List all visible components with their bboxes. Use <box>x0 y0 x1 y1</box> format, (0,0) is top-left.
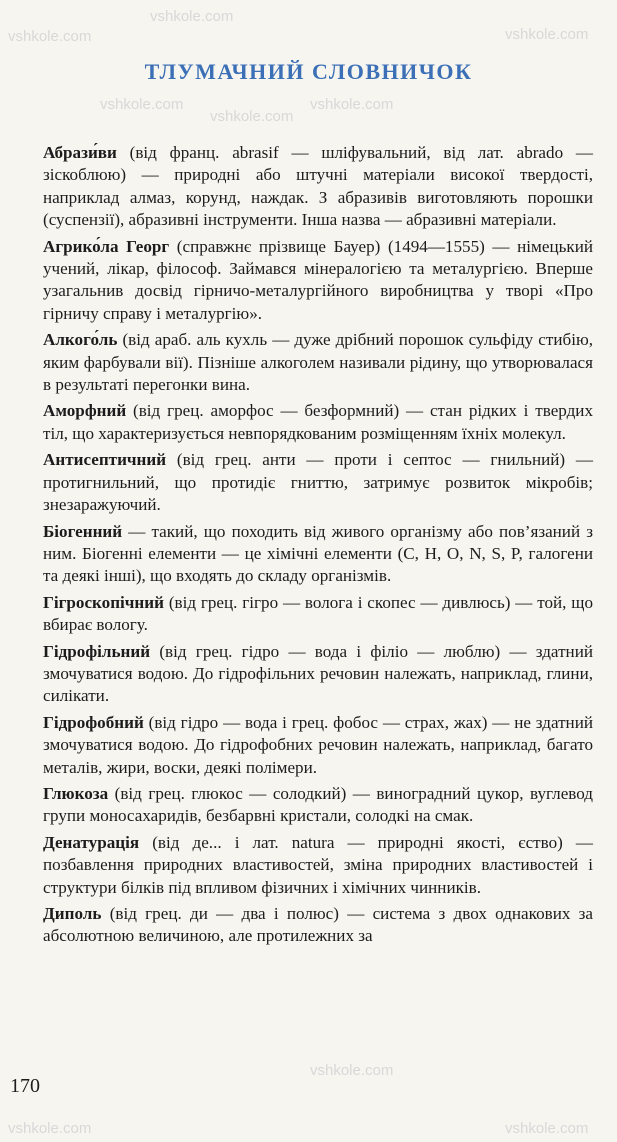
glossary-definition: (від грец. гігро — волога і скопес — дивлюсь) — той, що вбирає вологу. <box>43 592 593 635</box>
glossary-term: Глюкоза <box>43 783 109 803</box>
glossary-term: Аморфний <box>43 401 127 421</box>
glossary-definition: — такий, що походить від живого організму або пов’язаний з ним. Біогенні елементи — це хімічні елементи (C, H, O, N, S, P, галогени та деякі інші), що входять до складу організмів. <box>43 521 593 586</box>
glossary-term: Диполь <box>43 904 102 923</box>
glossary-term: Агрико́ла Георг <box>43 236 170 256</box>
page-number: 170 <box>10 1075 40 1097</box>
glossary-entry <box>43 592 593 637</box>
watermark: vshkole.com <box>505 1120 589 1137</box>
glossary-entry <box>43 142 593 232</box>
glossary-term: Абрази́ви <box>43 143 117 162</box>
glossary-term: Гідрофільний <box>43 641 151 661</box>
glossary-term: Денатурація <box>43 832 140 852</box>
glossary-entry <box>43 903 593 948</box>
glossary-definition: (від араб. аль кухль — дуже дрібний порошок сульфіду стибію, яким фарбували вії). Пізніше алкоголем називали рідину, що утворювалася в результаті перегонки вина. <box>43 330 593 395</box>
watermark: vshkole.com <box>505 26 589 43</box>
glossary-term: Алкого́ль <box>43 330 118 350</box>
glossary-entry <box>43 641 593 708</box>
glossary-term: Гігроскопічний <box>43 592 164 612</box>
glossary-definition: (від грец. аморфос — безформний) — стан рідких і твердих тіл, що характеризується невпорядкованим розміщенням їхніх молекул. <box>43 401 593 443</box>
glossary-term: Антисептичний <box>43 450 167 470</box>
glossary-entry <box>43 521 593 588</box>
glossary-definition: (від грец. гідро — вода і філіо — люблю) — здатний змочуватися водою. До гідрофільних речовин належать, наприклад, глини, силікати. <box>43 641 593 706</box>
glossary-entry <box>43 832 593 899</box>
glossary <box>43 142 593 952</box>
glossary-entry <box>43 236 593 326</box>
watermark: vshkole.com <box>100 96 184 113</box>
watermark: vshkole.com <box>310 1062 394 1079</box>
glossary-entry <box>43 449 593 516</box>
glossary-definition: (від франц. abrasif — шліфувальний, від лат. abrado — зіскоблюю) — природні або штучні матеріали високої твердості, наприклад алмаз, корунд, наждак. З абразивів виготовляють порошки (суспензії), абразивні інструменти. Інша назва — абразивні матеріали. <box>43 143 593 230</box>
watermark: vshkole.com <box>8 1120 92 1137</box>
watermark: vshkole.com <box>310 96 394 113</box>
glossary-term: Гідрофобний <box>43 712 144 732</box>
glossary-definition: (від грец. ди — два і полюс) — система з двох однакових за абсолютною величиною, але протилежних за <box>43 904 593 946</box>
glossary-definition: (від гідро — вода і грец. фобос — страх, жах) — не здатний змочуватися водою. До гідрофобних речовин належать, наприклад, багато металів, жири, воски, деякі полімери. <box>43 712 593 777</box>
watermark: vshkole.com <box>150 8 234 25</box>
glossary-entry <box>43 783 593 828</box>
glossary-entry <box>43 400 593 445</box>
watermark: vshkole.com <box>8 28 92 45</box>
glossary-entry <box>43 712 593 779</box>
page-title: ТЛУМАЧНИЙ СЛОВНИЧОК <box>144 58 473 84</box>
glossary-definition: (від де... і лат. natura — природні якості, єство) — позбавлення природних властивостей, зміна природних властивостей і структури білків під впливом фізичних і хімічних чинників. <box>43 832 593 897</box>
glossary-definition: (від грец. глюкос — солодкий) — виноградний цукор, вуглевод групи моносахаридів, безбарвні кристали, солодкі на смак. <box>43 783 593 826</box>
watermark: vshkole.com <box>210 108 294 125</box>
glossary-definition: (справжнє прізвище Бауер) (1494—1555) — німецький учений, лікар, філософ. Займався мінералогією та металургією. Вперше узагальнив досвід гірничо-металургійного виробництва у творі «Про гірничу справу і металургію». <box>43 236 593 323</box>
glossary-entry <box>43 329 593 396</box>
glossary-definition: (від грец. анти — проти і септос — гнильний) — протигнильний, що протидіє гниттю, затримує розвиток мікробів; знезаражуючий. <box>43 450 593 515</box>
glossary-term: Біогенний <box>43 521 123 541</box>
